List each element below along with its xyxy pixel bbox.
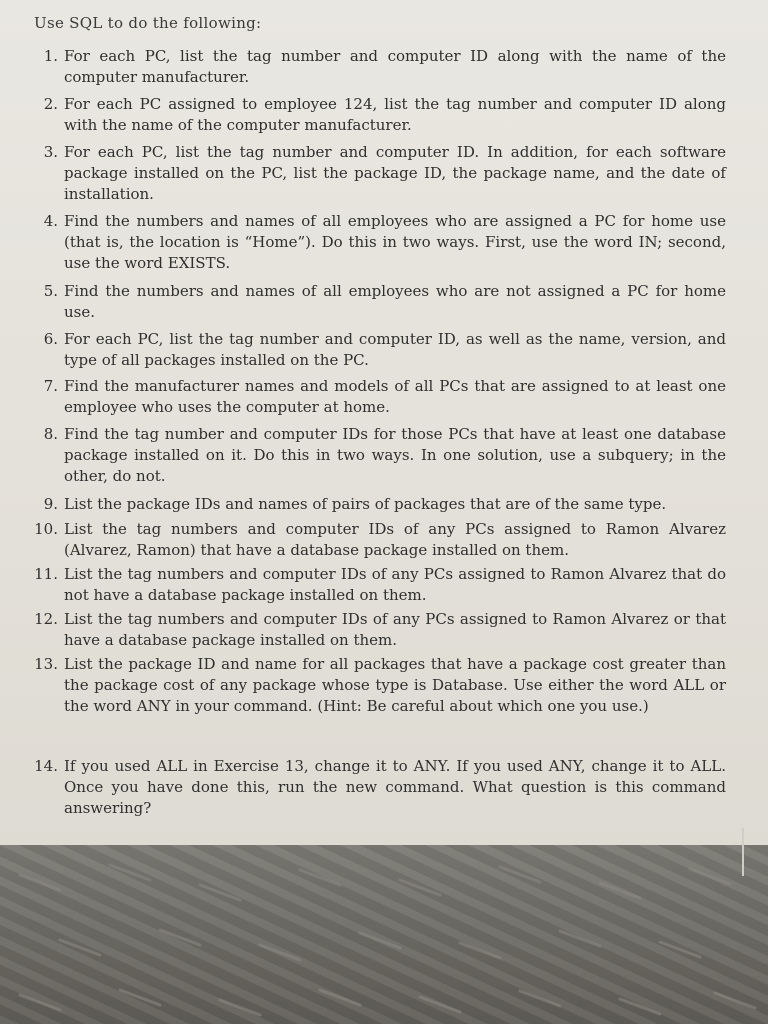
exercise-text: List the tag numbers and computer IDs of any PCs assigned to Ramon Alvarez or that have a database package installed on them. bbox=[64, 610, 726, 649]
exercise-number: 5. bbox=[43, 282, 58, 300]
exercise-text: For each PC, list the tag number and computer ID, as well as the name, version, and type of all packages installed on the PC. bbox=[64, 330, 726, 369]
exercise-number: 7. bbox=[43, 377, 58, 395]
exercise-number: 14. bbox=[34, 757, 58, 775]
exercise-text: Find the tag number and computer IDs for those PCs that have at least one database package installed on it. Do this in two ways. In one solution, use a subquery; in the other, do not. bbox=[64, 425, 726, 485]
exercise-number: 8. bbox=[43, 425, 58, 443]
floor-tread-pattern bbox=[0, 845, 768, 1024]
exercise-text: List the tag numbers and computer IDs of any PCs assigned to Ramon Alvarez that do not have a database package installed on them. bbox=[64, 565, 726, 604]
exercise-number: 4. bbox=[43, 212, 58, 230]
exercise-number: 12. bbox=[34, 610, 58, 628]
exercise-number: 10. bbox=[34, 520, 58, 538]
exercise-text: For each PC, list the tag number and computer ID along with the name of the computer manufacturer. bbox=[64, 47, 726, 86]
exercise-text: List the package IDs and names of pairs of packages that are of the same type. bbox=[64, 495, 667, 513]
exercise-number: 2. bbox=[43, 95, 58, 113]
exercise-text: Find the manufacturer names and models of all PCs that are assigned to at least one employee who uses the computer at home. bbox=[64, 377, 726, 416]
exercise-text: For each PC assigned to employee 124, list the tag number and computer ID along with the name of the computer manufacturer. bbox=[64, 95, 726, 134]
exercise-text: List the package ID and name for all packages that have a package cost greater than the package cost of any package whose type is Database. Use either the word ALL or the word ANY in your command. (Hint: Be careful about which one you use.) bbox=[64, 655, 726, 715]
exercise-number: 1. bbox=[43, 47, 58, 65]
instructions-heading: Use SQL to do the following: bbox=[34, 14, 262, 32]
exercise-text: Find the numbers and names of all employees who are not assigned a PC for home use. bbox=[64, 282, 726, 321]
pen-stroke bbox=[742, 828, 744, 876]
exercise-text: If you used ALL in Exercise 13, change it to ANY. If you used ANY, change it to ALL. Once you have done this, run the new command. What question is this command answering? bbox=[64, 757, 726, 817]
exercise-number: 11. bbox=[34, 565, 58, 583]
exercise-number: 3. bbox=[43, 143, 58, 161]
exercise-text: For each PC, list the tag number and computer ID. In addition, for each software package installed on the PC, list the package ID, the package name, and the date of installation. bbox=[64, 143, 726, 203]
exercise-number: 6. bbox=[43, 330, 58, 348]
exercise-text: Find the numbers and names of all employees who are assigned a PC for home use (that is, the location is “Home”). Do this in two ways. First, use the word IN; second, use the word EXISTS. bbox=[64, 212, 726, 272]
exercise-number: 9. bbox=[43, 495, 58, 513]
exercise-number: 13. bbox=[34, 655, 58, 673]
exercise-text: List the tag numbers and computer IDs of any PCs assigned to Ramon Alvarez (Alvarez, Ramon) that have a database package installed on them. bbox=[64, 520, 726, 559]
